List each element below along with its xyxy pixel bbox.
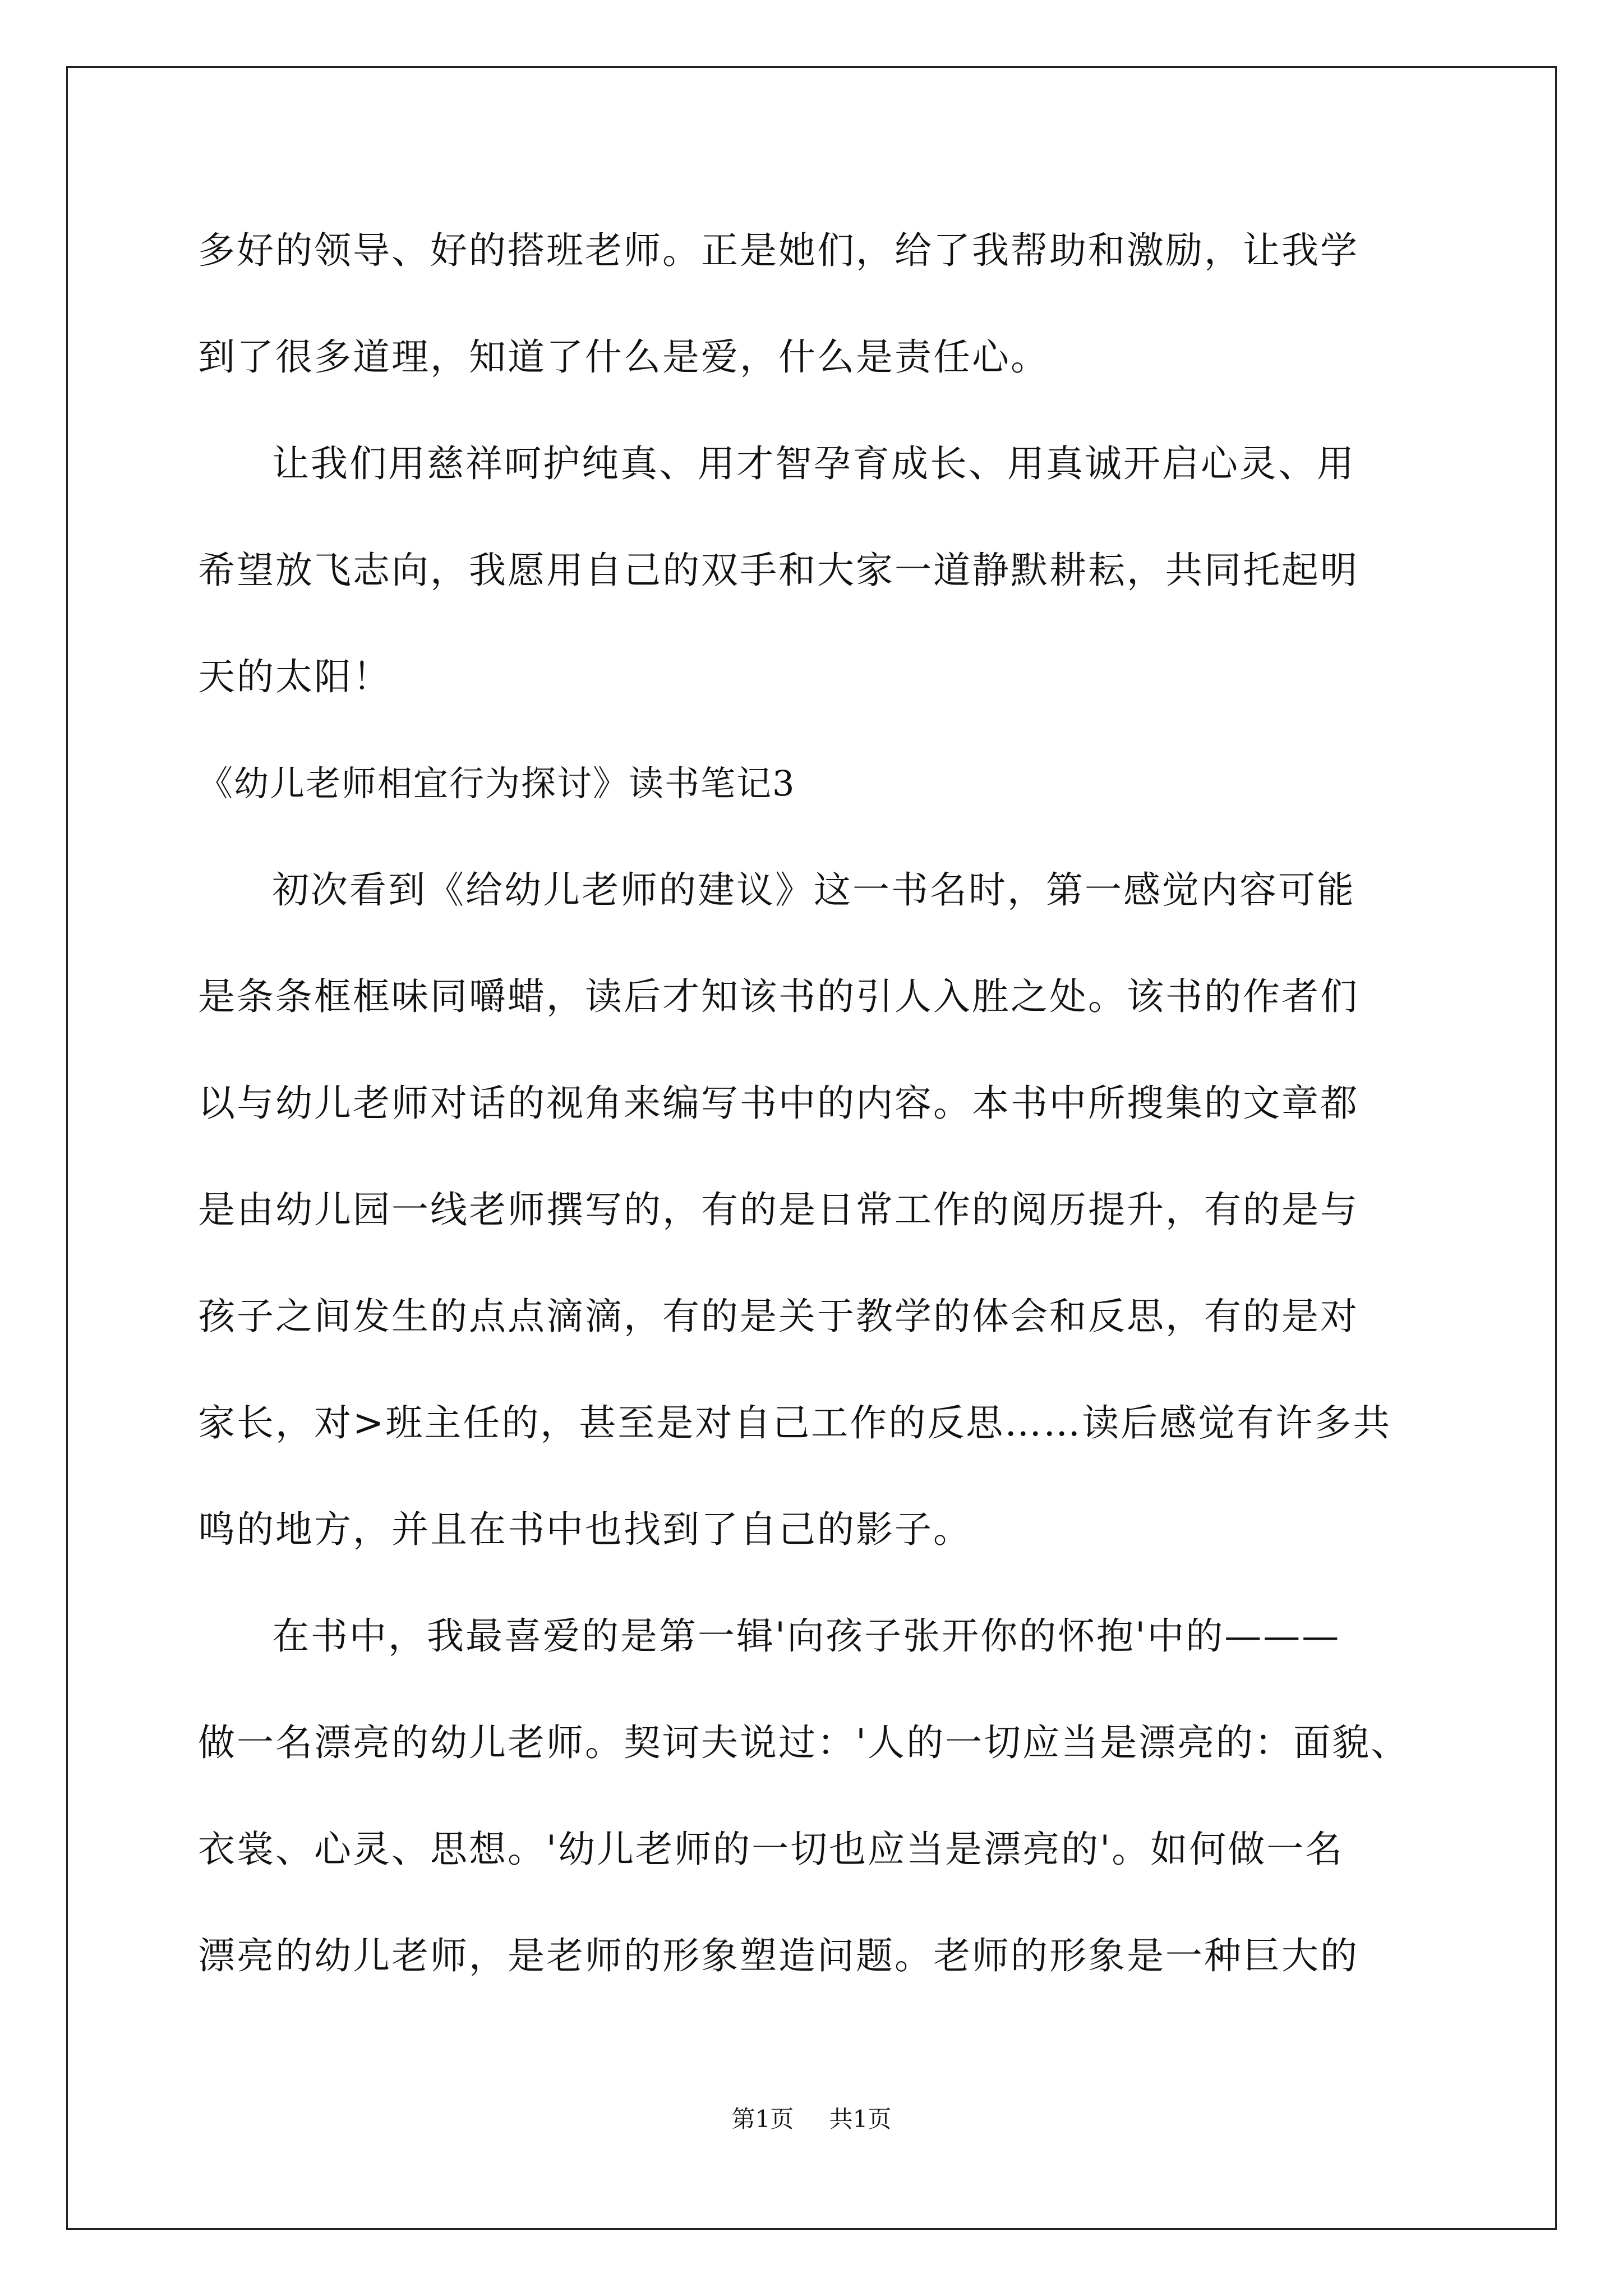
section-heading: 《幼儿老师相宜行为探讨》读书笔记3 (198, 763, 796, 804)
paragraph-line: 做一名漂亮的幼儿老师。契诃夫说过：'人的一切应当是漂亮的：面貌、 (198, 1721, 1410, 1764)
paragraph-line: 孩子之间发生的点点滴滴，有的是关于教学的体会和反思，有的是对 (198, 1295, 1359, 1338)
paragraph-line: 是由幼儿园一线老师撰写的，有的是日常工作的阅历提升，有的是与 (198, 1188, 1359, 1231)
document-body (198, 220, 1426, 2032)
page-footer (0, 2101, 1623, 2134)
paragraph-line: 鸣的地方，并且在书中也找到了自己的影子。 (198, 1508, 972, 1551)
paragraph-line: 多好的领导、好的搭班老师。正是她们，给了我帮助和激励，让我学 (198, 229, 1359, 272)
paragraph-line: 家长，对>班主任的，甚至是对自己工作的反思……读后感觉有许多共 (198, 1401, 1392, 1444)
page-total: 共1页 (829, 2105, 892, 2133)
paragraph-line: 希望放飞志向，我愿用自己的双手和大家一道静默耕耘，共同托起明 (198, 549, 1359, 592)
paragraph-line: 到了很多道理，知道了什么是爱，什么是责任心。 (198, 335, 1049, 379)
paragraph-line: 在书中，我最喜爱的是第一辑'向孩子张开你的怀抱'中的——— (272, 1614, 1341, 1658)
paragraph-line: 漂亮的幼儿老师，是老师的形象塑造问题。老师的形象是一种巨大的 (198, 1934, 1359, 1977)
paragraph-line: 衣裳、心灵、思想。'幼儿老师的一切也应当是漂亮的'。如何做一名 (198, 1828, 1344, 1871)
paragraph-line: 让我们用慈祥呵护纯真、用才智孕育成长、用真诚开启心灵、用 (272, 442, 1355, 485)
paragraph-line: 天的太阳！ (198, 655, 391, 698)
paragraph-line: 是条条框框味同嚼蜡，读后才知该书的引人入胜之处。该书的作者们 (198, 975, 1359, 1018)
paragraph-line: 初次看到《给幼儿老师的建议》这一书名时，第一感觉内容可能 (272, 868, 1355, 912)
page-number: 第1页 (731, 2105, 794, 2133)
paragraph-line: 以与幼儿老师对话的视角来编写书中的内容。本书中所搜集的文章都 (198, 1082, 1359, 1125)
